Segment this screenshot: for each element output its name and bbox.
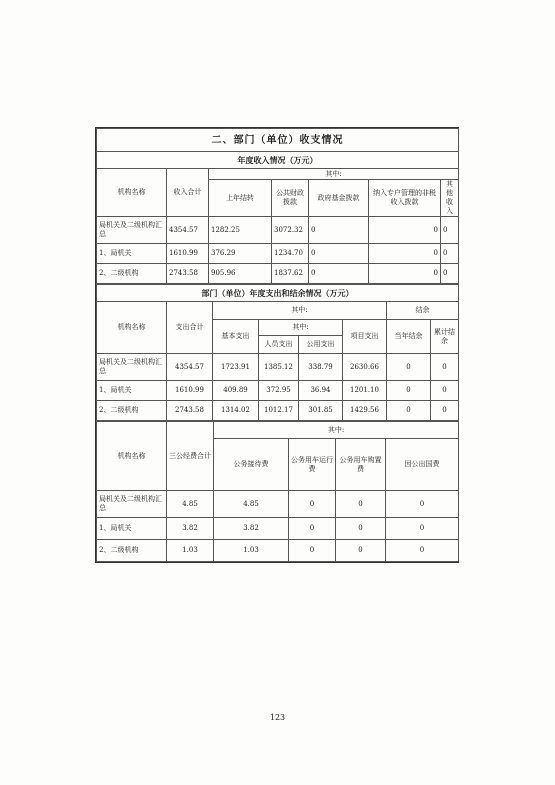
table-row — [97, 491, 459, 518]
cell: 4.85 — [214, 491, 289, 518]
row-name: 2、二级机构 — [97, 264, 167, 284]
row-name: 1、局机关 — [97, 244, 167, 264]
cell: 1610.99 — [167, 381, 213, 401]
cell: 0 — [336, 491, 386, 518]
cell: 36.94 — [299, 381, 343, 401]
income-table — [96, 128, 459, 284]
cell: 0 — [441, 217, 459, 244]
cell: 0 — [309, 217, 369, 244]
row-name: 局机关及二级机构汇总 — [97, 491, 167, 518]
header-year-balance: 当年结余 — [387, 320, 431, 354]
cell: 0 — [289, 518, 336, 540]
header-public: 公用支出 — [299, 336, 343, 354]
header-among: 其中: — [214, 422, 459, 439]
page-number: 123 — [269, 713, 286, 722]
cell: 0 — [289, 491, 336, 518]
row-name: 2、二级机构 — [97, 401, 167, 421]
cell: 1610.99 — [167, 244, 209, 264]
table-row — [97, 540, 459, 562]
header-total: 三公经费合计 — [167, 422, 214, 491]
cell: 1723.91 — [213, 354, 259, 381]
cell: 1385.12 — [259, 354, 299, 381]
cell: 2743.58 — [167, 264, 209, 284]
cell: 905.96 — [209, 264, 272, 284]
cell: 1429.56 — [343, 401, 387, 421]
cell: 0 — [309, 264, 369, 284]
table-row — [97, 401, 459, 421]
header-org: 机构名称 — [97, 169, 167, 217]
table-row — [97, 381, 459, 401]
cell: 338.79 — [299, 354, 343, 381]
cell: 0 — [431, 354, 459, 381]
cell: 301.85 — [299, 401, 343, 421]
cell: 1837.62 — [272, 264, 309, 284]
header-org: 机构名称 — [97, 422, 167, 491]
cell: 1314.02 — [213, 401, 259, 421]
cell: 3072.32 — [272, 217, 309, 244]
page-title: 二、部门（单位）收支情况 — [97, 129, 459, 152]
cell: 409.89 — [213, 381, 259, 401]
cell: 0 — [431, 381, 459, 401]
header-col: 纳入专户管理的非税收入拨款 — [369, 180, 441, 217]
header-col: 政府基金拨款 — [309, 180, 369, 217]
cell: 0 — [386, 540, 459, 562]
cell: 0 — [336, 540, 386, 562]
header-col: 其他收入 — [441, 180, 459, 217]
header-among: 其中: — [209, 169, 459, 180]
cell: 0 — [441, 264, 459, 284]
table-row — [97, 264, 459, 284]
table-row — [97, 244, 459, 264]
header-col: 公务用车购置费 — [336, 439, 386, 491]
cell: 0 — [369, 217, 441, 244]
header-cumulative-balance: 累计结余 — [431, 320, 459, 354]
expense-subtitle: 部门（单位）年度支出和结余情况（万元） — [97, 285, 459, 302]
cell: 0 — [369, 244, 441, 264]
table-row — [97, 217, 459, 244]
table-row — [97, 354, 459, 381]
cell: 0 — [386, 518, 459, 540]
cell: 0 — [431, 401, 459, 421]
cell: 1234.70 — [272, 244, 309, 264]
table-row — [97, 518, 459, 540]
sangong-table — [96, 421, 459, 562]
header-col: 公务接待费 — [214, 439, 289, 491]
cell: 4354.57 — [167, 217, 209, 244]
cell: 2743.58 — [167, 401, 213, 421]
header-total: 收入合计 — [167, 169, 209, 217]
cell: 1282.25 — [209, 217, 272, 244]
cell: 0 — [369, 264, 441, 284]
income-subtitle: 年度收入情况（万元） — [97, 152, 459, 169]
row-name: 2、二级机构 — [97, 540, 167, 562]
header-among: 其中: — [213, 302, 387, 320]
cell: 3.82 — [167, 518, 214, 540]
cell: 0 — [386, 491, 459, 518]
header-balance: 结余 — [387, 302, 459, 320]
cell: 1.03 — [214, 540, 289, 562]
header-org: 机构名称 — [97, 302, 167, 354]
header-basic: 基本支出 — [213, 320, 259, 354]
cell: 372.95 — [259, 381, 299, 401]
row-name: 局机关及二级机构汇总 — [97, 217, 167, 244]
expense-table — [96, 284, 459, 421]
cell: 1012.17 — [259, 401, 299, 421]
row-name: 1、局机关 — [97, 381, 167, 401]
cell: 0 — [387, 381, 431, 401]
cell: 2630.66 — [343, 354, 387, 381]
cell: 0 — [289, 540, 336, 562]
cell: 0 — [387, 401, 431, 421]
header-col: 公务用车运行费 — [289, 439, 336, 491]
cell: 0 — [336, 518, 386, 540]
header-staff: 人员支出 — [259, 336, 299, 354]
cell: 1.03 — [167, 540, 214, 562]
cell: 376.29 — [209, 244, 272, 264]
header-total: 支出合计 — [167, 302, 213, 354]
cell: 0 — [309, 244, 369, 264]
cell: 4.85 — [167, 491, 214, 518]
cell: 0 — [441, 244, 459, 264]
cell: 3.82 — [214, 518, 289, 540]
header-among2: 其中: — [259, 320, 343, 336]
cell: 1201.10 — [343, 381, 387, 401]
row-name: 1、局机关 — [97, 518, 167, 540]
header-col: 公共财政拨款 — [272, 180, 309, 217]
budget-sheet — [95, 127, 459, 563]
cell: 0 — [387, 354, 431, 381]
header-project: 项目支出 — [343, 320, 387, 354]
row-name: 局机关及二级机构汇总 — [97, 354, 167, 381]
header-col: 因公出国费 — [386, 439, 459, 491]
header-col: 上年结转 — [209, 180, 272, 217]
cell: 4354.57 — [167, 354, 213, 381]
